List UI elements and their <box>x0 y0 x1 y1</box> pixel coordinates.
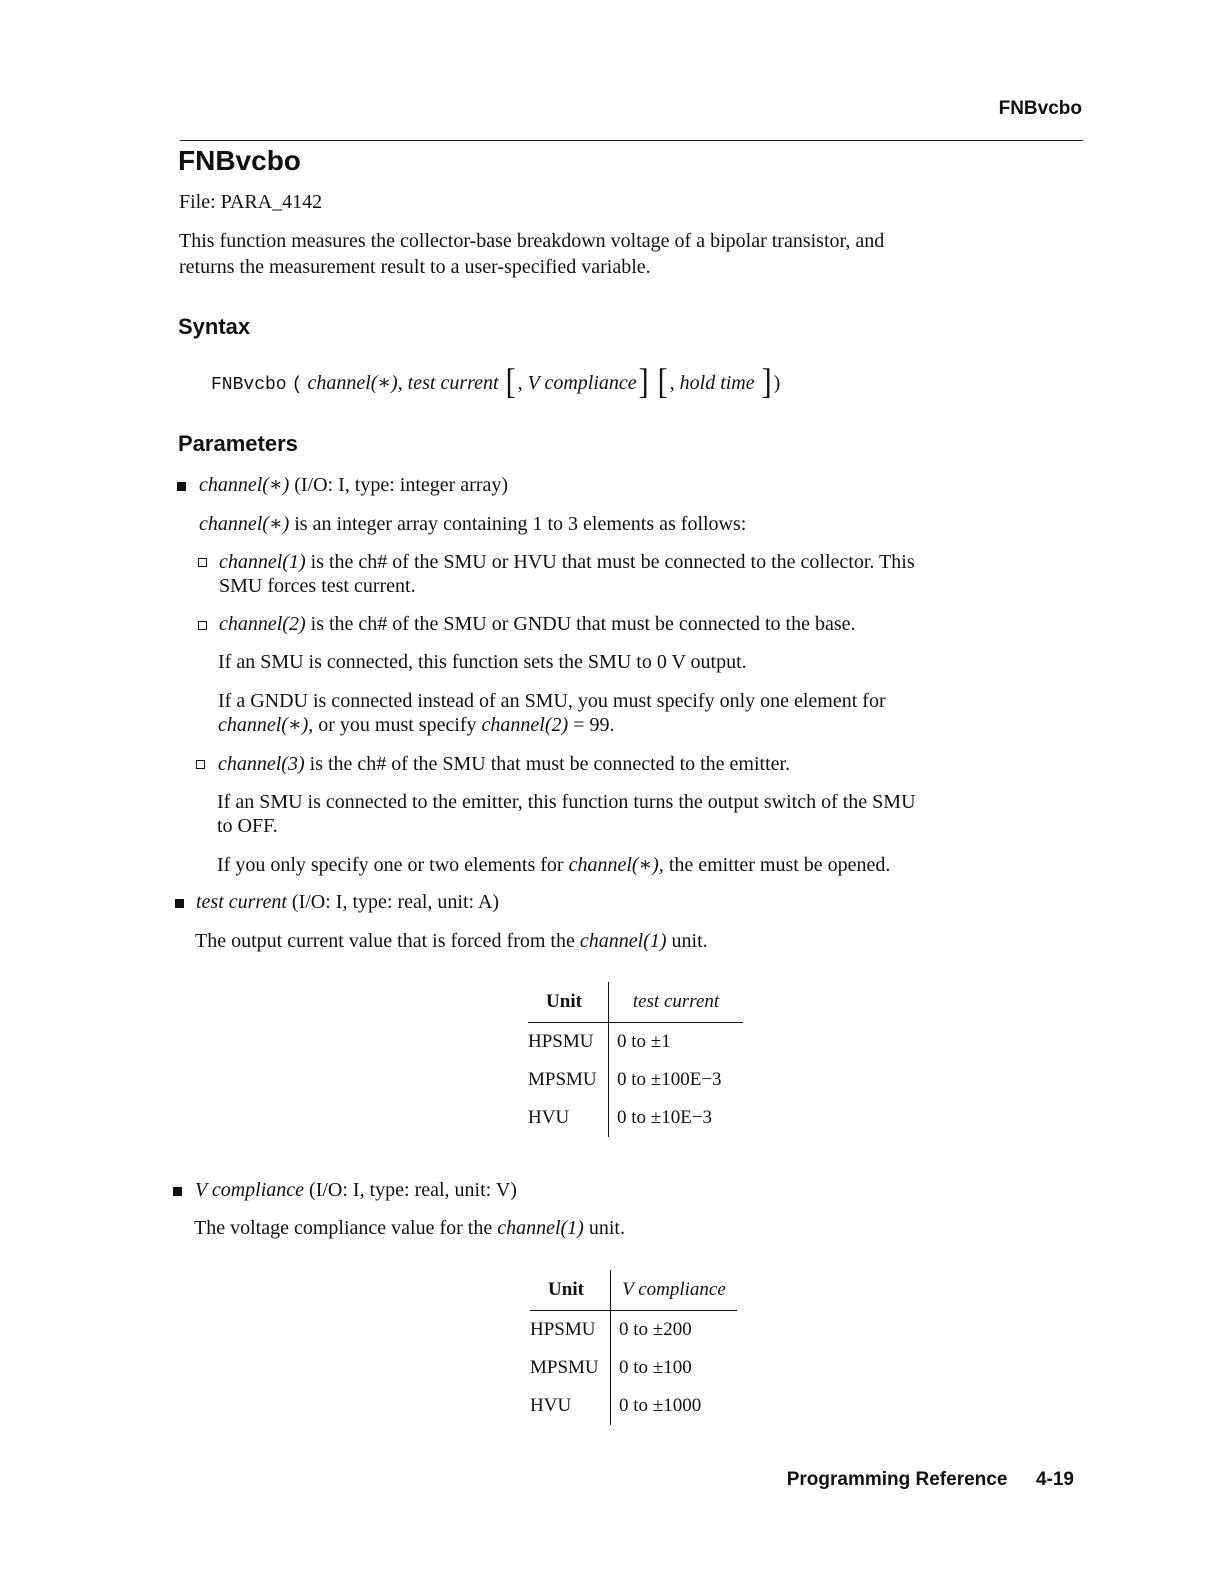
footer-page-number: 4-19 <box>1035 1469 1074 1490</box>
table-header-row <box>528 982 743 1023</box>
ch1-text: is the ch# of the SMU or HVU that must be connected to the collector. This <box>310 551 915 573</box>
ch3-text: is the ch# of the SMU that must be connected to the emitter. <box>309 753 791 775</box>
ch2-note-2-line-1: If a GNDU is connected instead of an SMU, you must specify only one element for <box>218 690 886 712</box>
ch1-line-1 <box>219 550 915 575</box>
ch2-note-channel: channel(∗), <box>218 714 314 736</box>
syntax-lbracket-1: [ <box>505 361 516 402</box>
parameters-heading: Parameters <box>178 431 298 456</box>
ch3-line-1 <box>218 752 790 777</box>
ch2-text: is the ch# of the SMU or GNDU that must be connected to the base. <box>310 613 856 635</box>
ch3-note-1-line-1: If an SMU is connected to the emitter, this function turns the output switch of the SMU <box>217 791 916 813</box>
table-cell-value: 0 to ±200 <box>611 1311 738 1350</box>
param-v-compliance-meta: (I/O: I, type: real, unit: V) <box>309 1179 517 1201</box>
ch3-note-1-line-2: to OFF. <box>217 815 278 837</box>
bullet-box-icon <box>198 558 207 567</box>
intro-line-1: This function measures the collector-base breakdown voltage of a bipolar transistor, and <box>179 230 885 252</box>
table-cell-unit: MPSMU <box>528 1069 597 1090</box>
param-v-compliance-name: V compliance <box>195 1179 305 1201</box>
footer-section: Programming Reference <box>786 1469 1008 1490</box>
v-compliance-desc-b: channel(1) <box>497 1217 584 1239</box>
syntax-rbracket-2: ] <box>761 361 772 402</box>
table-cell-unit: HVU <box>528 1107 570 1128</box>
ch2-note-channel-2: channel(2) <box>481 714 569 736</box>
v-compliance-table <box>530 1270 737 1425</box>
v-compliance-desc-a: The voltage compliance value for the <box>194 1217 493 1239</box>
param-test-current-line <box>196 890 499 915</box>
bullet-square-icon <box>177 482 186 491</box>
param-test-current-desc <box>195 929 708 954</box>
ch2-name: channel(2) <box>219 613 306 635</box>
ch2-note-value: = 99. <box>573 714 615 736</box>
table-row <box>528 1061 743 1099</box>
table-cell-unit: HVU <box>530 1395 572 1416</box>
syntax-arg-hold-time: hold time <box>679 372 755 394</box>
table-cell-value: 0 to ±100E−3 <box>609 1061 744 1099</box>
param-channel-desc-name: channel(∗) <box>199 513 290 535</box>
param-test-current-name: test current <box>196 891 287 913</box>
syntax-lbracket-2: [ <box>657 361 668 402</box>
param-v-compliance-desc <box>194 1216 625 1241</box>
ch1-line-2: SMU forces test current. <box>219 575 416 597</box>
page-footer <box>760 1469 1074 1491</box>
param-channel-desc-text: is an integer array containing 1 to 3 elements as follows: <box>294 513 747 535</box>
table-header-unit: Unit <box>528 982 609 1023</box>
table-row <box>530 1387 737 1425</box>
param-channel-desc <box>199 512 746 537</box>
test-current-table <box>528 982 743 1137</box>
table-row <box>530 1311 737 1350</box>
table-cell-value: 0 to ±1 <box>609 1023 744 1062</box>
ch3-note-2 <box>217 853 890 878</box>
syntax-rbracket-1: ] <box>638 361 649 402</box>
table-row <box>530 1349 737 1387</box>
syntax-heading: Syntax <box>178 314 251 339</box>
param-channel-meta: (I/O: I, type: integer array) <box>294 474 509 496</box>
ch2-note-2-line-2 <box>218 713 614 738</box>
ch3-name: channel(3) <box>218 753 305 775</box>
param-channel-line <box>199 473 508 498</box>
syntax-close-paren: ) <box>773 372 781 394</box>
syntax-open-paren: ( <box>291 375 303 395</box>
intro-line-2: returns the measurement result to a user-specified variable. <box>179 256 651 278</box>
bullet-square-icon <box>173 1187 182 1196</box>
table-cell-unit: HPSMU <box>528 1031 594 1052</box>
test-current-desc-b: channel(1) <box>579 930 667 952</box>
test-current-desc-c: unit. <box>671 930 708 952</box>
syntax-func: FNBvcbo <box>211 375 287 395</box>
ch2-note-text: or you must specify <box>318 714 477 736</box>
table-header-value: test current <box>609 982 744 1023</box>
syntax-arg-test-current: test current <box>407 372 499 394</box>
syntax-arg-channel: channel(∗), <box>307 372 403 394</box>
table-cell-value: 0 to ±1000 <box>611 1387 738 1425</box>
param-v-compliance-line <box>195 1178 517 1203</box>
table-cell-value: 0 to ±10E−3 <box>609 1099 744 1137</box>
ch3-note-2a: If you only specify one or two elements for <box>217 854 564 876</box>
ch2-line-1 <box>219 612 856 637</box>
bullet-box-icon <box>196 760 205 769</box>
bullet-box-icon <box>198 621 207 630</box>
syntax-arg-v-compliance: V compliance <box>527 372 637 394</box>
syntax-line <box>211 361 781 402</box>
running-header: FNBvcbo <box>998 98 1082 119</box>
param-test-current-meta: (I/O: I, type: real, unit: A) <box>291 891 500 913</box>
table-row <box>528 1099 743 1137</box>
syntax-comma-1: , <box>517 372 523 394</box>
syntax-comma-2: , <box>669 372 675 394</box>
test-current-desc-a: The output current value that is forced from the <box>195 930 575 952</box>
table-header-row <box>530 1270 737 1311</box>
ch3-note-2b: channel(∗), <box>568 854 664 876</box>
table-cell-value: 0 to ±100 <box>611 1349 738 1387</box>
v-compliance-desc-c: unit. <box>588 1217 625 1239</box>
file-line: File: PARA_4142 <box>179 191 323 213</box>
header-rule <box>180 140 1083 141</box>
ch2-note-1: If an SMU is connected, this function sets the SMU to 0 V output. <box>218 651 747 673</box>
table-header-value: V compliance <box>611 1270 738 1311</box>
table-cell-unit: HPSMU <box>530 1319 596 1340</box>
param-channel-name: channel(∗) <box>199 474 290 496</box>
ch1-name: channel(1) <box>219 551 306 573</box>
bullet-square-icon <box>175 899 184 908</box>
table-header-unit: Unit <box>530 1270 611 1311</box>
ch3-note-2c: the emitter must be opened. <box>668 854 891 876</box>
table-row <box>528 1023 743 1062</box>
page-title: FNBvcbo <box>178 145 301 176</box>
table-cell-unit: MPSMU <box>530 1357 599 1378</box>
